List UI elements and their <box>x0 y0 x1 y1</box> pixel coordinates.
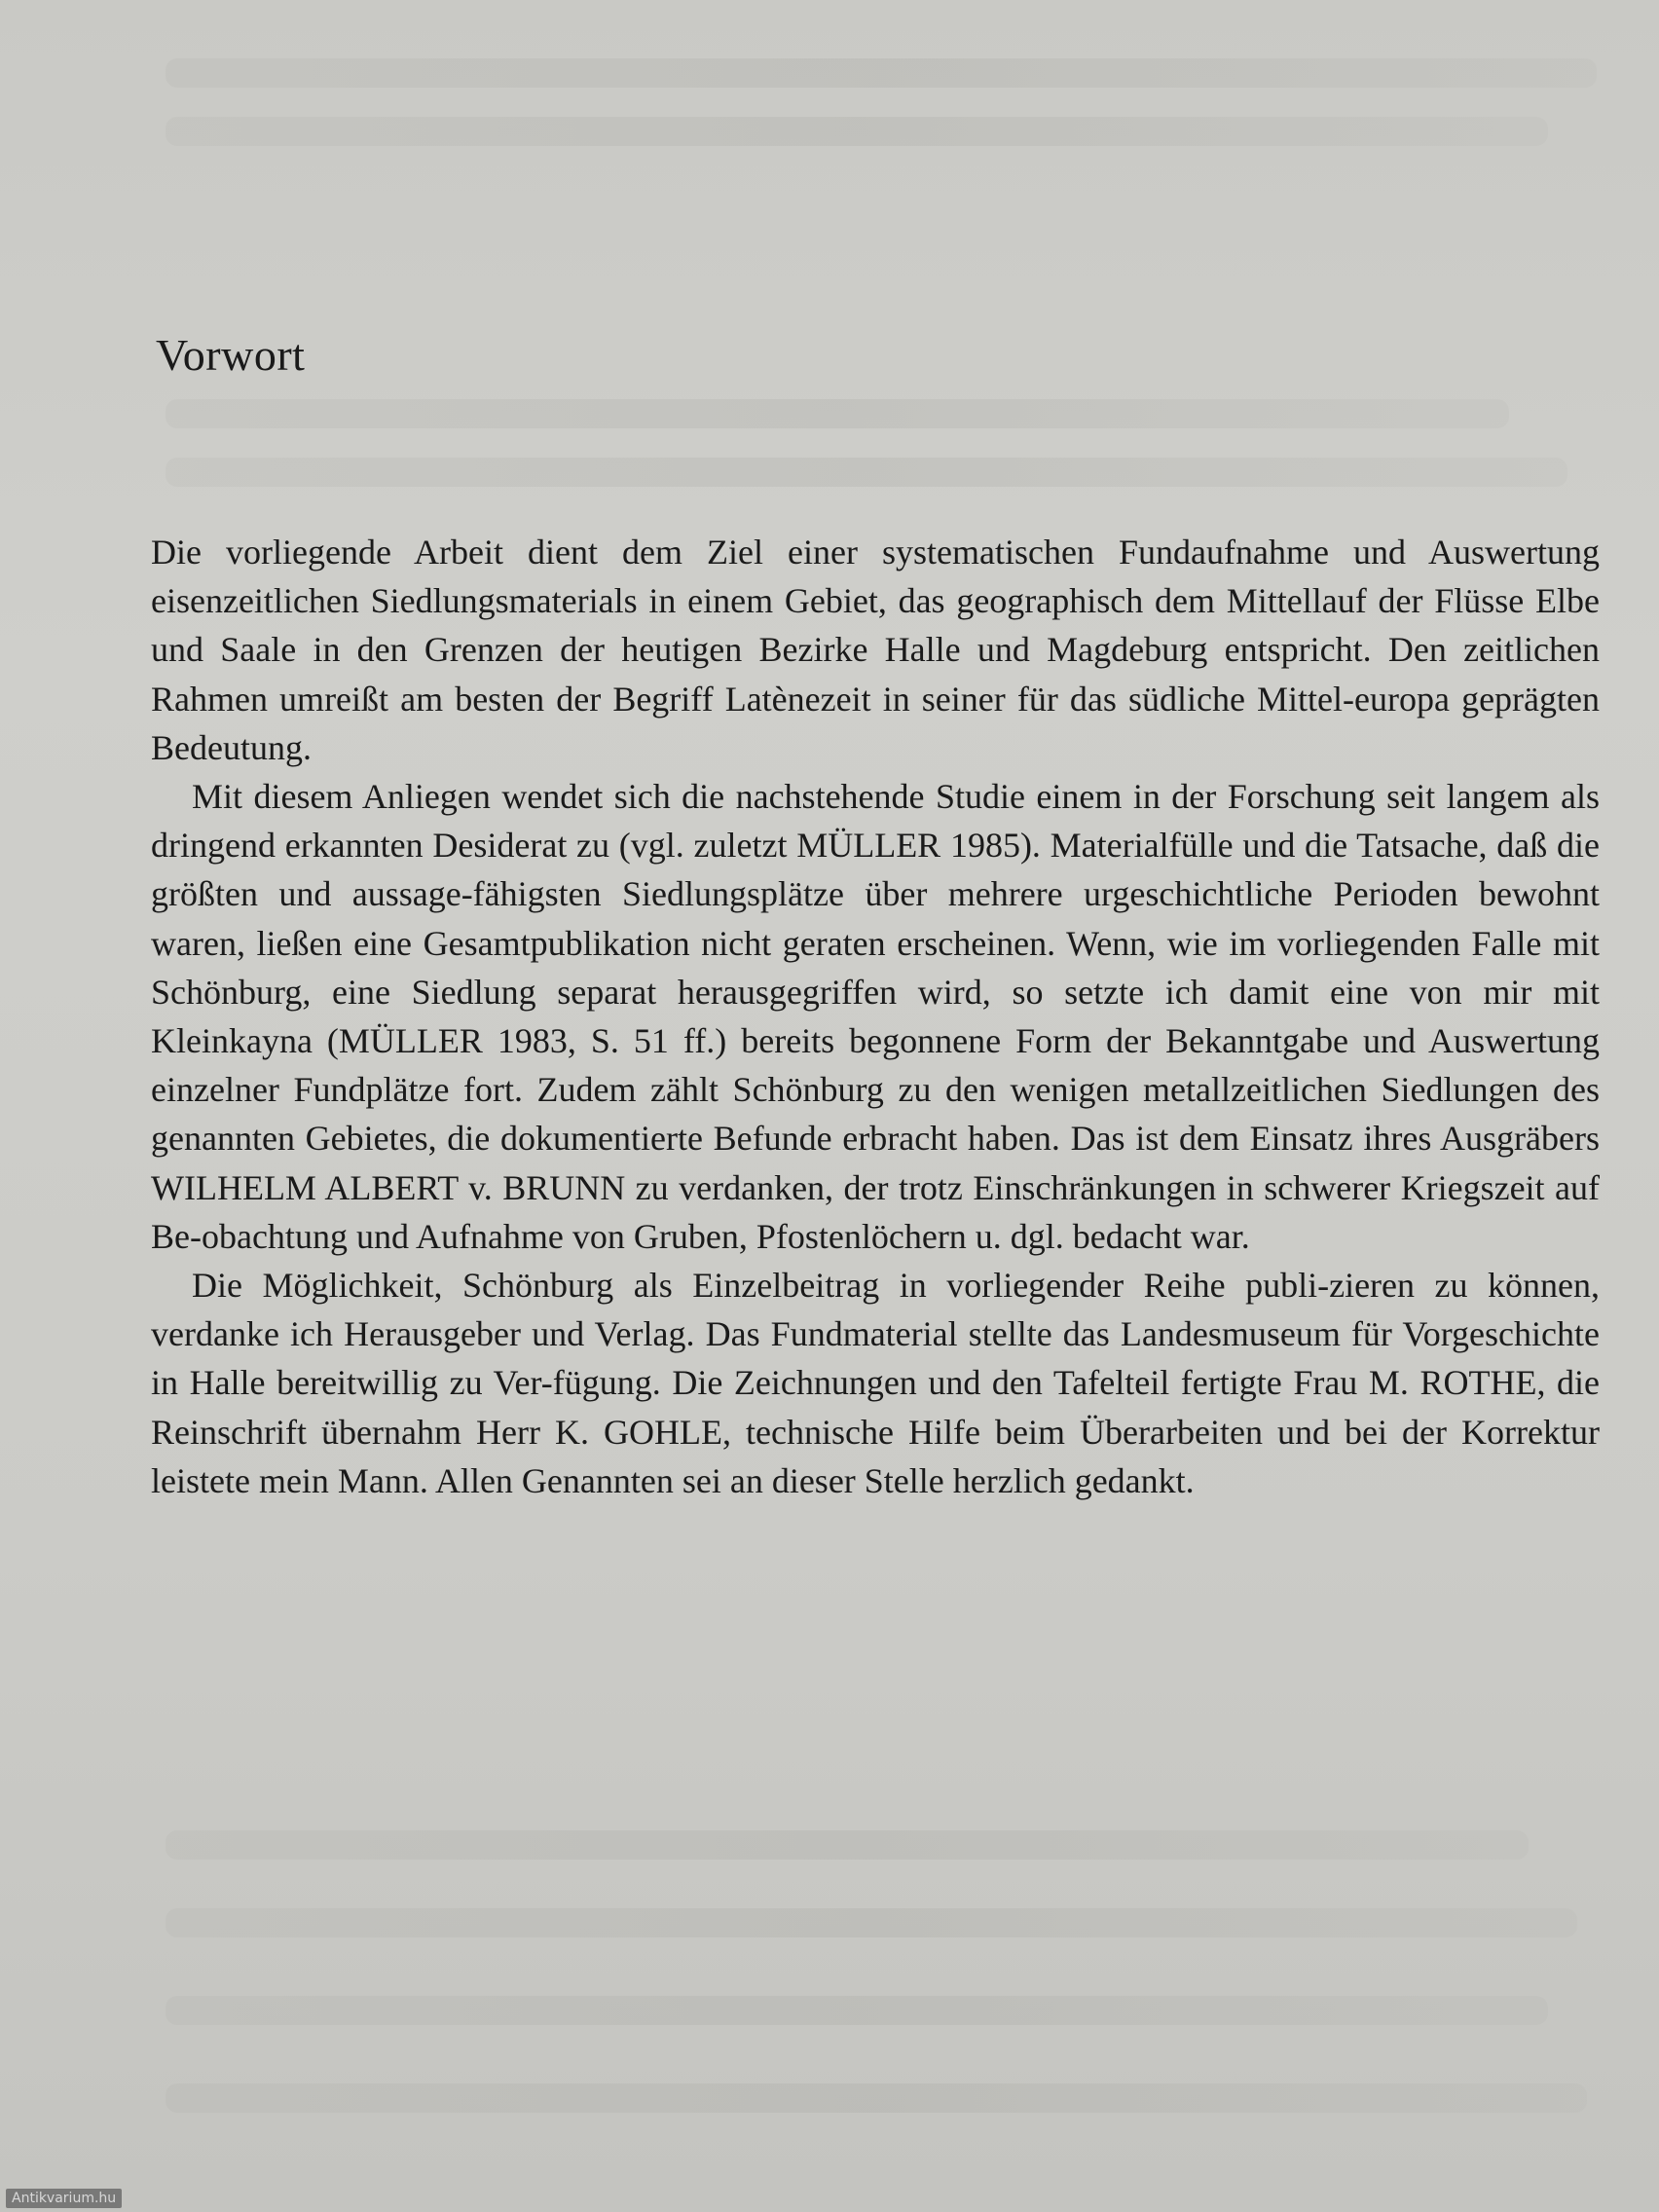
show-through-line <box>166 2083 1587 2113</box>
show-through-line <box>166 458 1567 487</box>
show-through-line <box>166 1830 1529 1860</box>
show-through-line <box>166 58 1597 88</box>
watermark: Antikvarium.hu <box>6 2189 122 2208</box>
paragraph: Die Möglichkeit, Schönburg als Einzelbeitrag in vorliegender Reihe publi-zieren zu können, verdanke ich Herausgeber und Verlag. Das Fundmaterial stellte das Landesmuseum für Vorgeschichte in Halle bereitwillig zu Ver-fügung. Die Zeichnungen und den Tafelteil fertigte Frau M. ROTHE, die Reinschrift übernahm Herr K. GOHLE, technische Hilfe beim Überarbeiten und bei der Korrektur leistete mein Mann. Allen Genannten sei an dieser Stelle herzlich gedankt. <box>151 1266 1600 1500</box>
body-text <box>151 528 1600 1505</box>
show-through-line <box>166 399 1509 428</box>
page-title: Vorwort <box>156 330 306 380</box>
paragraph: Mit diesem Anliegen wendet sich die nachstehende Studie einem in der Forschung seit langem als dringend erkannten Desiderat zu (vgl. zuletzt MÜLLER 1985). Materialfülle und die Tatsache, daß die größten und aussage-fähigsten Siedlungsplätze über mehrere urgeschichtliche Perioden bewohnt waren, ließen eine Gesamtpublikation nicht geraten erscheinen. Wenn, wie im vorliegenden Falle mit Schönburg, eine Siedlung separat herausgegriffen wird, so setzte ich damit eine von mir mit Kleinkayna (MÜLLER 1983, S. 51 ff.) bereits begonnene Form der Bekanntgabe und Auswertung einzelner Fundplätze fort. Zudem zählt Schönburg zu den wenigen metallzeitlichen Siedlungen des genannten Gebietes, die dokumentierte Befunde erbracht haben. Das ist dem Einsatz ihres Ausgräbers WILHELM ALBERT v. BRUNN zu verdanken, der trotz Einschränkungen in schwerer Kriegszeit auf Be-obachtung und Aufnahme von Gruben, Pfostenlöchern u. dgl. bedacht war. <box>151 777 1600 1256</box>
show-through-line <box>166 117 1548 146</box>
paragraph: Die vorliegende Arbeit dient dem Ziel einer systematischen Fundaufnahme und Auswertung eisenzeitlichen Siedlungsmaterials in einem Gebiet, das geographisch dem Mittellauf der Flüsse Elbe und Saale in den Grenzen der heutigen Bezirke Halle und Magdeburg entspricht. Den zeitlichen Rahmen umreißt am besten der Begriff Latènezeit in seiner für das südliche Mittel-europa geprägten Bedeutung. <box>151 533 1600 767</box>
show-through-line <box>166 1996 1548 2025</box>
show-through-line <box>166 1908 1577 1937</box>
